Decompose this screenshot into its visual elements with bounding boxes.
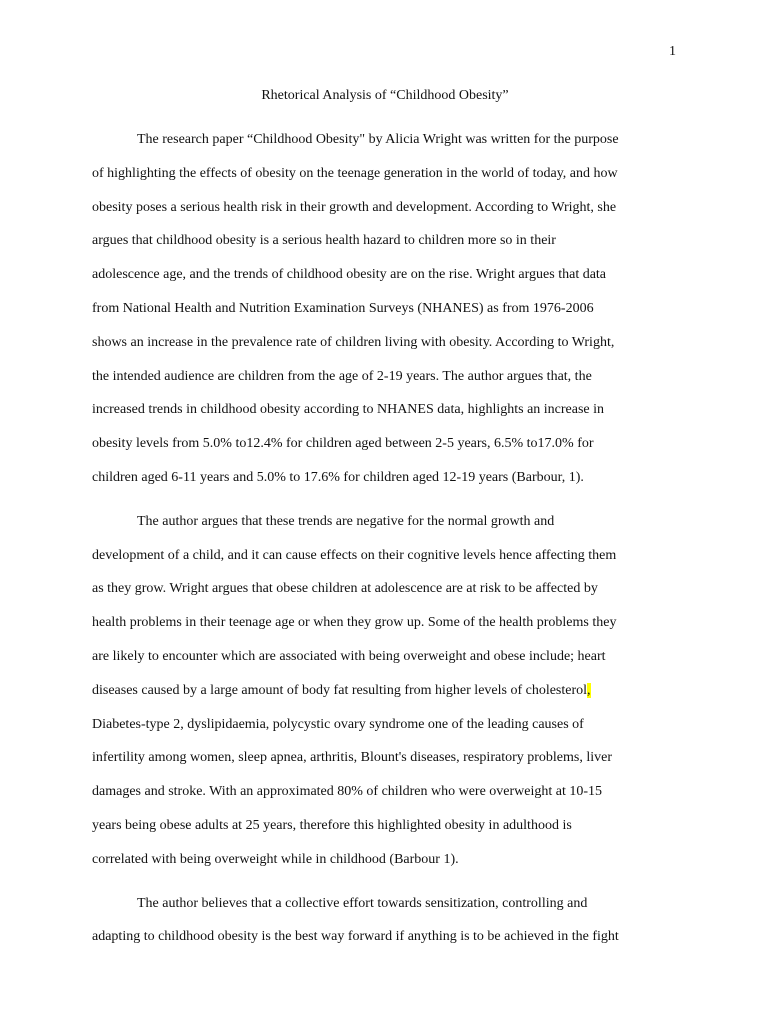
text-line: The research paper “Childhood Obesity" by Alicia Wright was written for the purpose	[137, 132, 619, 147]
text-line: children aged 6-11 years and 5.0% to 17.6% for children aged 12-19 years (Barbour, 1).	[92, 469, 584, 485]
paragraph-1	[92, 130, 678, 502]
text-line: years being obese adults at 25 years, therefore this highlighted obesity in adulthood is	[92, 817, 572, 833]
text-line: obesity levels from 5.0% to12.4% for children aged between 2-5 years, 6.5% to17.0% for	[92, 436, 594, 452]
paragraph-spacer	[92, 884, 678, 894]
text-line: the intended audience are children from the age of 2-19 years. The author argues that, the	[92, 368, 592, 384]
text-line: The author argues that these trends are negative for the normal growth and	[137, 513, 555, 529]
text-line: as they grow. Wright argues that obese children at adolescence are at risk to be affected by	[92, 581, 598, 597]
text-line-highlighted	[92, 681, 678, 715]
text-line: correlated with being overweight while in childhood (Barbour 1).	[92, 851, 459, 867]
text-line: infertility among women, sleep apnea, arthritis, Blount's diseases, respiratory problems, liver	[92, 750, 613, 766]
text-line: from National Health and Nutrition Examination Surveys (NHANES) as from 1976-2006	[92, 300, 594, 316]
line-text: diseases caused by a large amount of body fat resulting from higher levels of cholesterol	[92, 682, 588, 698]
text-line: development of a child, and it can cause effects on their cognitive levels hence affecting them	[92, 547, 617, 563]
text-line: adolescence age, and the trends of childhood obesity are on the rise. Wright argues that data	[92, 267, 607, 283]
text-line: adapting to childhood obesity is the best way forward if anything is to be achieved in the fight	[92, 929, 619, 945]
text-line: Diabetes-type 2, dyslipidaemia, polycystic ovary syndrome one of the leading causes of	[92, 716, 584, 732]
text-line: damages and stroke. With an approximated 80% of children who were overweight at 10-15	[92, 784, 603, 800]
highlighted-mark: ,	[587, 682, 591, 698]
text-line: health problems in their teenage age or when they grow up. Some of the health problems they	[92, 615, 617, 631]
text-line: obesity poses a serious health risk in their growth and development. According to Wright, she	[92, 199, 617, 215]
text-line: argues that childhood obesity is a serious health hazard to children more so in their	[92, 233, 556, 249]
document-title: Rhetorical Analysis of “Childhood Obesity”	[261, 88, 509, 103]
paragraph-3	[92, 894, 678, 962]
text-line: The author believes that a collective effort towards sensitization, controlling and	[137, 895, 588, 911]
text-line: increased trends in childhood obesity according to NHANES data, highlights an increase in	[92, 402, 605, 418]
page-number: 1	[669, 44, 676, 59]
text-line: are likely to encounter which are associated with being overweight and obese include; heart	[92, 648, 606, 664]
paragraph-2	[92, 512, 678, 884]
paragraph-spacer	[92, 502, 678, 512]
text-line: of highlighting the effects of obesity on the teenage generation in the world of today, and how	[92, 165, 618, 181]
text-line: shows an increase in the prevalence rate of children living with obesity. According to Wright,	[92, 334, 615, 350]
document-body	[92, 130, 678, 961]
